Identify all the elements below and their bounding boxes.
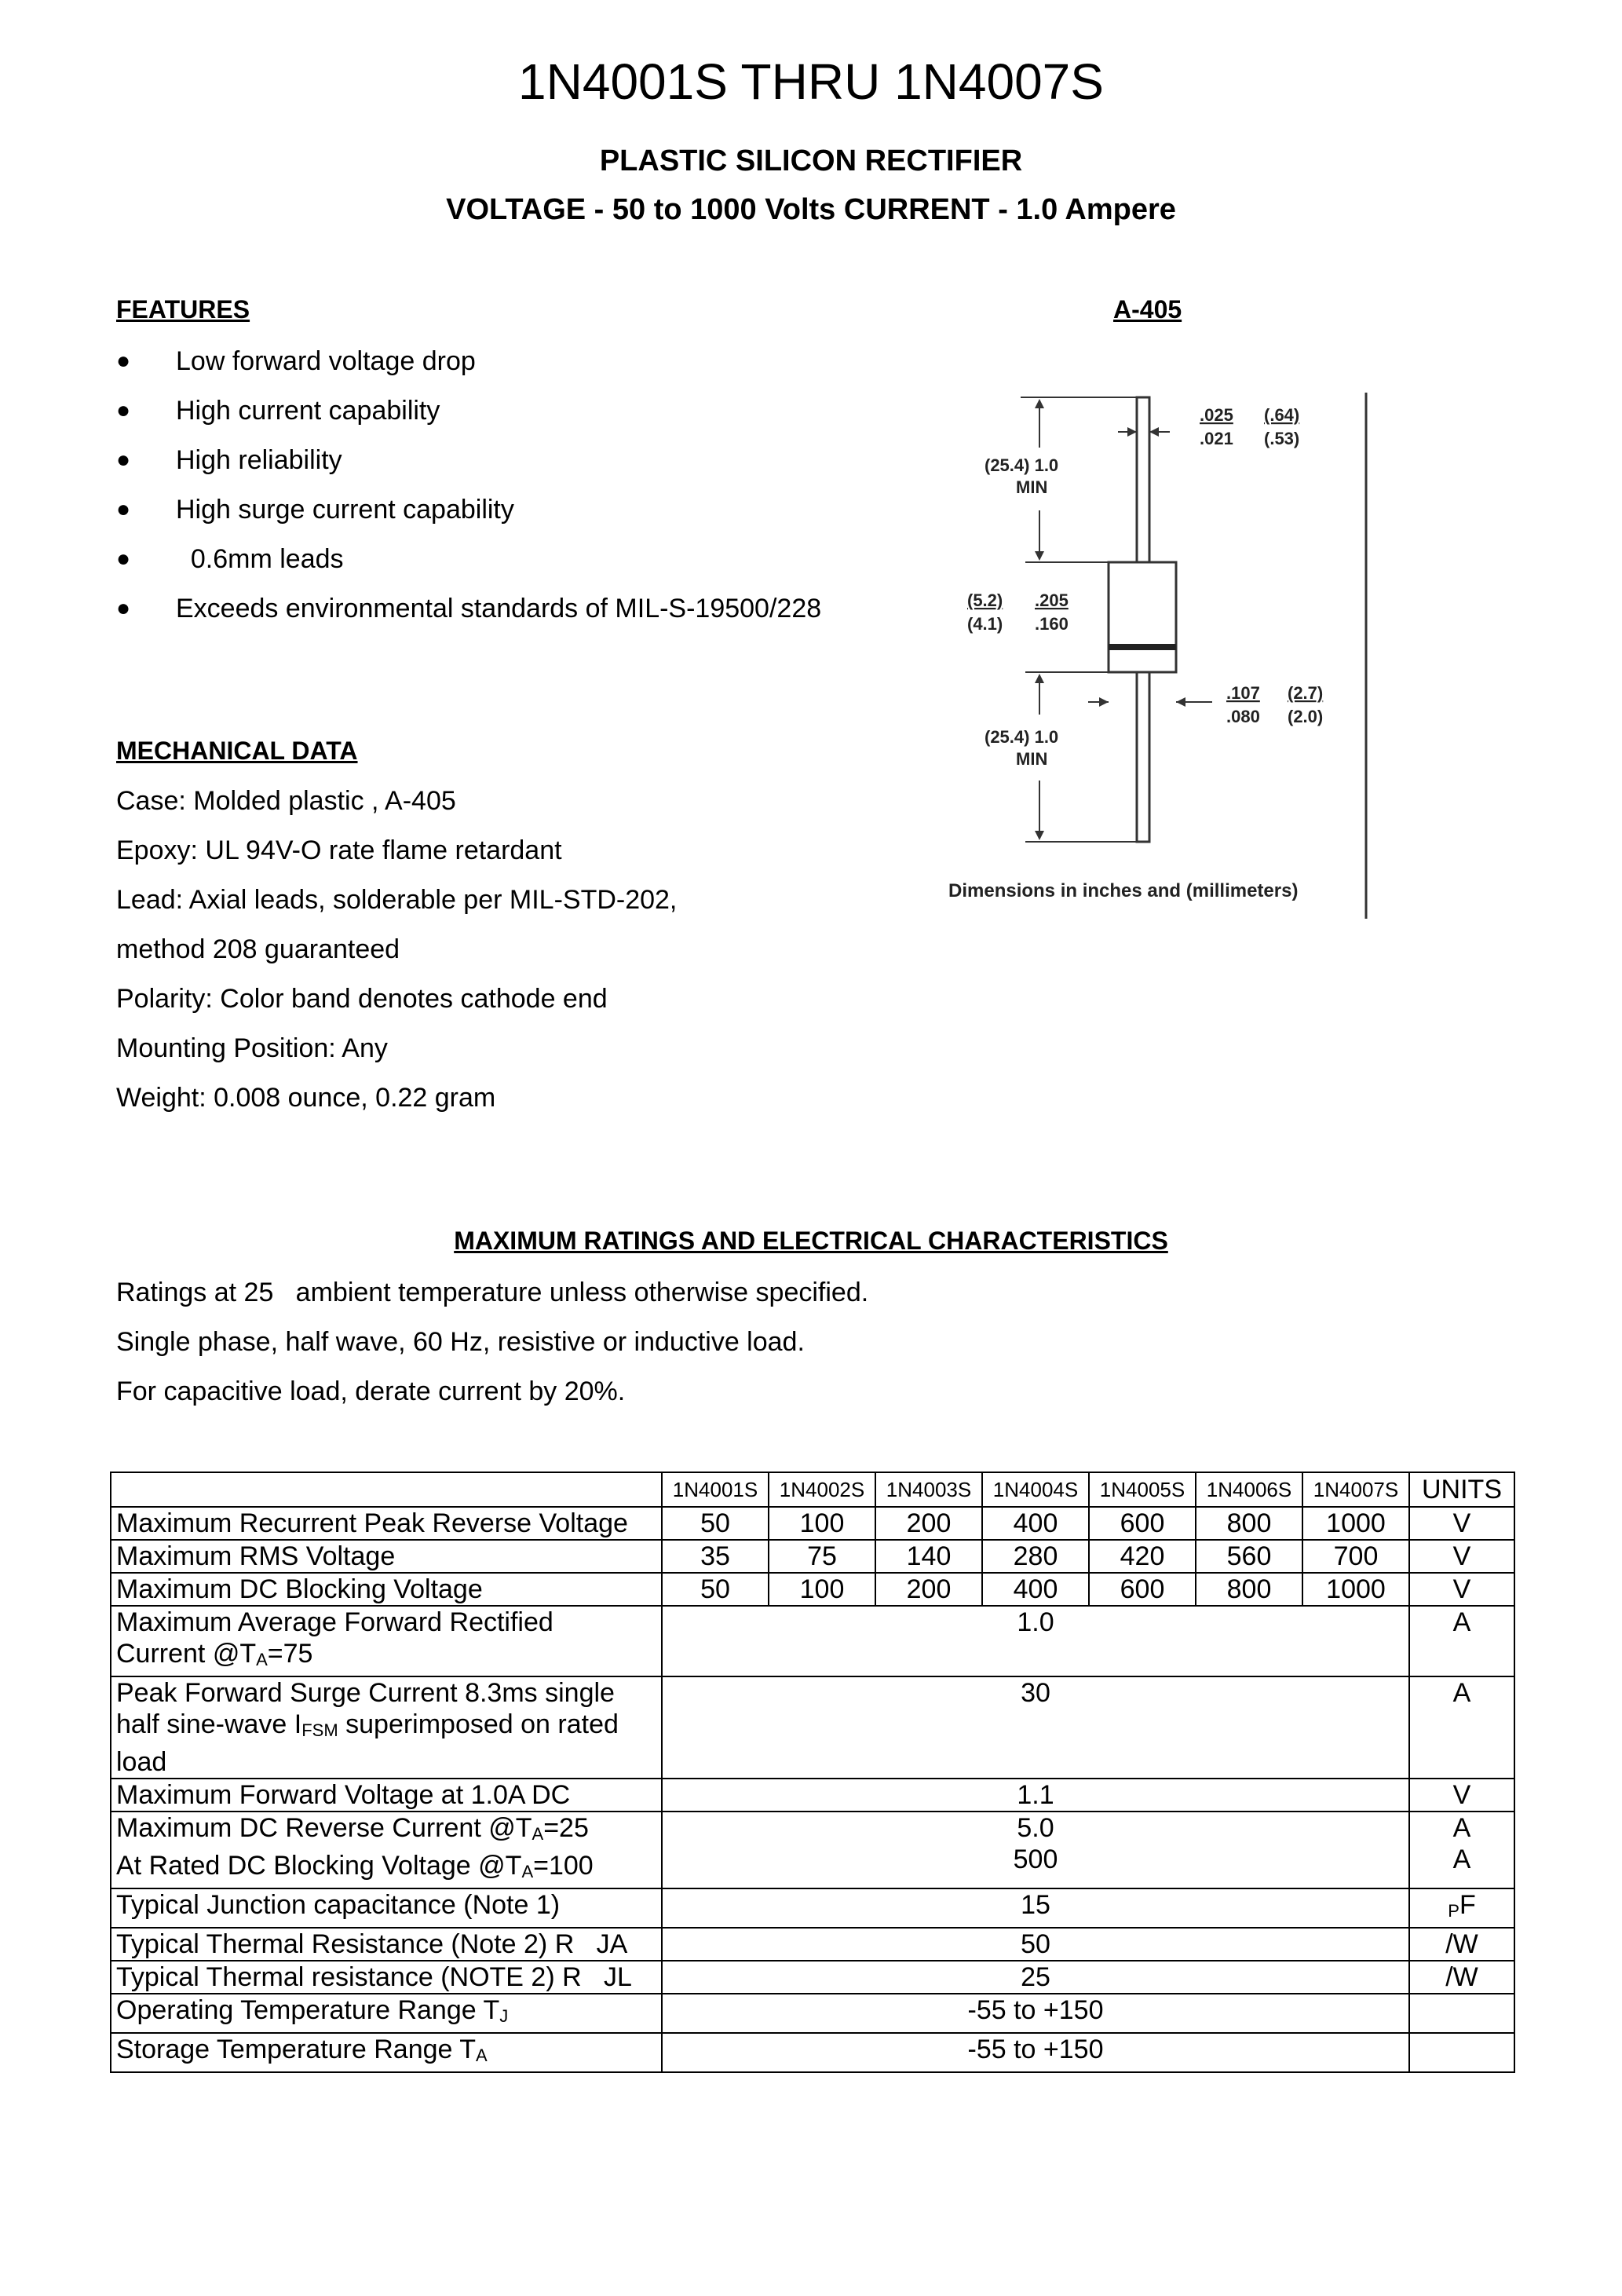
- table-cell: 100: [769, 1573, 875, 1606]
- table-cell: 280: [982, 1540, 1089, 1573]
- column-header: 1N4004S: [982, 1472, 1089, 1507]
- table-row: [111, 1812, 1514, 1888]
- param-label: Maximum RMS Voltage: [111, 1540, 662, 1573]
- param-label: Typical Thermal resistance (NOTE 2) R JL: [111, 1961, 662, 1994]
- ratings-notes: [116, 1277, 868, 1425]
- table-cell: [662, 1812, 1409, 1888]
- table-cell: 50: [662, 1928, 1409, 1961]
- list-item: Epoxy: UL 94V-O rate flame retardant: [116, 835, 562, 865]
- unit-cell: [1409, 1994, 1514, 2033]
- table-cell: 30: [662, 1676, 1409, 1779]
- table-cell: 800: [1196, 1507, 1302, 1540]
- dim-label: (25.4) 1.0: [985, 727, 1059, 747]
- arrow-left-icon: [1149, 427, 1159, 437]
- param-label: [111, 1994, 662, 2033]
- table-row: [111, 1928, 1514, 1961]
- dim-label: .107: [1226, 683, 1260, 703]
- dim-label: (2.0): [1288, 707, 1324, 726]
- unit-cell: /W: [1409, 1961, 1514, 1994]
- subscript: FSM: [301, 1720, 338, 1740]
- list-item: Ratings at 25 ambient temperature unless otherwise specified.: [116, 1278, 869, 1307]
- column-header: 1N4005S: [1089, 1472, 1196, 1507]
- table-cell: 25: [662, 1961, 1409, 1994]
- table-cell: 700: [1302, 1540, 1409, 1573]
- package-heading: A-405: [1113, 295, 1182, 324]
- features-list: [116, 345, 821, 642]
- list-item: [116, 543, 821, 593]
- table-cell: 400: [982, 1573, 1089, 1606]
- table-cell: 50: [662, 1573, 769, 1606]
- page-title: 1N4001S THRU 1N4007S: [518, 53, 1104, 110]
- dim-label: .025: [1200, 405, 1233, 425]
- table-row: [111, 1540, 1514, 1573]
- table-cell: -55 to +150: [662, 2033, 1409, 2072]
- param-label-line: =100: [533, 1851, 594, 1881]
- param-label: Maximum Recurrent Peak Reverse Voltage: [111, 1507, 662, 1540]
- arrow-left-icon: [1176, 697, 1185, 707]
- feature-text: High surge current capability: [176, 495, 514, 525]
- param-label-line: =75: [267, 1639, 313, 1669]
- table-cell: 1000: [1302, 1507, 1409, 1540]
- param-label-line: At Rated DC Blocking Voltage @T: [116, 1851, 522, 1881]
- table-header-row: [111, 1472, 1514, 1507]
- value-line: 5.0: [1017, 1813, 1054, 1843]
- dim-label: .205: [1035, 590, 1069, 610]
- param-label-line: superimposed on rated: [338, 1709, 619, 1739]
- dim-label: (25.4) 1.0: [985, 455, 1059, 475]
- table-row: [111, 1994, 1514, 2033]
- table-cell: 140: [875, 1540, 982, 1573]
- list-item: Mounting Position: Any: [116, 1033, 388, 1063]
- param-label-line: Operating Temperature Range T: [116, 1995, 500, 2025]
- unit-cell: [1409, 1812, 1514, 1888]
- list-item: Case: Molded plastic , A-405: [116, 786, 456, 816]
- feature-text: High reliability: [176, 445, 342, 475]
- param-label: Typical Junction capacitance (Note 1): [111, 1888, 662, 1928]
- list-item: [116, 444, 821, 494]
- dim-label: .160: [1035, 614, 1069, 634]
- table-cell: 1.0: [662, 1606, 1409, 1676]
- table-cell: 600: [1089, 1507, 1196, 1540]
- table-cell: 15: [662, 1888, 1409, 1928]
- column-header: 1N4002S: [769, 1472, 875, 1507]
- list-item: [116, 593, 821, 642]
- package-drawing: [934, 385, 1374, 927]
- feature-text: Low forward voltage drop: [176, 346, 476, 376]
- param-label-line: Storage Temperature Range T: [116, 2035, 477, 2064]
- table-cell: 1000: [1302, 1573, 1409, 1606]
- features-heading: FEATURES: [116, 295, 250, 324]
- table-cell: 400: [982, 1507, 1089, 1540]
- table-row: [111, 1573, 1514, 1606]
- unit-cell: [1409, 1888, 1514, 1928]
- unit-cell: /W: [1409, 1928, 1514, 1961]
- column-header: 1N4007S: [1302, 1472, 1409, 1507]
- param-label-line: =25: [543, 1813, 589, 1843]
- param-label-line: Peak Forward Surge Current 8.3ms single: [116, 1678, 615, 1708]
- unit-cell: A: [1409, 1676, 1514, 1779]
- bullet-icon: [116, 345, 176, 377]
- table-row: [111, 1961, 1514, 1994]
- param-label-line: Maximum Average Forward Rectified: [116, 1607, 553, 1637]
- table-row: [111, 1676, 1514, 1779]
- list-item: Polarity: Color band denotes cathode end: [116, 984, 608, 1014]
- mechanical-data-heading: MECHANICAL DATA: [116, 737, 358, 765]
- arrow-right-icon: [1127, 427, 1137, 437]
- table-cell: 100: [769, 1507, 875, 1540]
- unit-line: A: [1452, 1844, 1471, 1874]
- table-cell: 600: [1089, 1573, 1196, 1606]
- unit-cell: V: [1409, 1540, 1514, 1573]
- dim-label: .080: [1226, 707, 1260, 726]
- param-label: [111, 2033, 662, 2072]
- package-outline-diagram: [934, 385, 1374, 927]
- value-line: 500: [1013, 1844, 1058, 1874]
- dim-label: MIN: [1016, 749, 1048, 769]
- units-header: UNITS: [1409, 1472, 1514, 1507]
- feature-text: Exceeds environmental standards of MIL-S-19500/228: [176, 594, 822, 623]
- unit-line: A: [1452, 1813, 1471, 1843]
- unit-cell: V: [1409, 1507, 1514, 1540]
- subscript: A: [476, 2046, 488, 2065]
- arrow-right-icon: [1099, 697, 1109, 707]
- subscript: J: [499, 2006, 509, 2026]
- arrow-up-icon: [1035, 399, 1044, 408]
- feature-text: 0.6mm leads: [176, 544, 344, 574]
- param-label: Maximum Forward Voltage at 1.0A DC: [111, 1779, 662, 1812]
- arrow-up-icon: [1035, 674, 1044, 683]
- list-item: Lead: Axial leads, solderable per MIL-STD-202,: [116, 885, 678, 915]
- param-label: Typical Thermal Resistance (Note 2) R JA: [111, 1928, 662, 1961]
- param-label-line: half sine-wave I: [116, 1709, 302, 1739]
- subscript: P: [1448, 1901, 1459, 1921]
- max-ratings-heading: MAXIMUM RATINGS AND ELECTRICAL CHARACTERISTICS: [454, 1227, 1168, 1255]
- subscript: A: [532, 1824, 544, 1844]
- diode-body: [1109, 562, 1176, 672]
- table-cell: 35: [662, 1540, 769, 1573]
- param-label-line: load: [116, 1747, 167, 1777]
- table-row: [111, 1606, 1514, 1676]
- bullet-icon: [116, 494, 176, 525]
- unit-cell: A: [1409, 1606, 1514, 1676]
- table-cell: 420: [1089, 1540, 1196, 1573]
- ratings-table: [110, 1472, 1515, 2073]
- table-cell: 200: [875, 1507, 982, 1540]
- param-label: [111, 1676, 662, 1779]
- param-label: [111, 1812, 662, 1888]
- arrow-down-icon: [1035, 831, 1044, 840]
- list-item: [116, 494, 821, 543]
- table-row: [111, 1888, 1514, 1928]
- table-row: [111, 2033, 1514, 2072]
- arrow-down-icon: [1035, 551, 1044, 561]
- table-cell: 75: [769, 1540, 875, 1573]
- list-item: Weight: 0.008 ounce, 0.22 gram: [116, 1083, 496, 1113]
- bullet-icon: [116, 543, 176, 575]
- table-row: [111, 1507, 1514, 1540]
- table-row: [111, 1779, 1514, 1812]
- column-header: 1N4003S: [875, 1472, 982, 1507]
- unit-cell: V: [1409, 1573, 1514, 1606]
- product-subtitle: PLASTIC SILICON RECTIFIER: [599, 144, 1023, 177]
- dim-label: (2.7): [1288, 683, 1324, 703]
- table-cell: 200: [875, 1573, 982, 1606]
- list-item: [116, 345, 821, 395]
- top-lead: [1137, 397, 1149, 562]
- dim-label: MIN: [1016, 477, 1048, 497]
- list-item: method 208 guaranteed: [116, 934, 400, 964]
- dim-label: (5.2): [967, 590, 1003, 610]
- table-cell: 50: [662, 1507, 769, 1540]
- dim-label: (4.1): [967, 614, 1003, 634]
- unit-cell: V: [1409, 1779, 1514, 1812]
- list-item: [116, 395, 821, 444]
- list-item: Single phase, half wave, 60 Hz, resistive or inductive load.: [116, 1327, 805, 1357]
- subscript: A: [521, 1862, 534, 1881]
- unit-cell: [1409, 2033, 1514, 2072]
- bullet-icon: [116, 395, 176, 426]
- column-header: 1N4006S: [1196, 1472, 1302, 1507]
- table-cell: 1.1: [662, 1779, 1409, 1812]
- table-cell: 560: [1196, 1540, 1302, 1573]
- mechanical-data-list: [116, 785, 677, 1132]
- dim-label: (.64): [1264, 405, 1300, 425]
- table-cell: -55 to +150: [662, 1994, 1409, 2033]
- param-label-line: Current @T: [116, 1639, 257, 1669]
- table-cell: 800: [1196, 1573, 1302, 1606]
- subscript: A: [256, 1650, 268, 1669]
- list-item: For capacitive load, derate current by 20%.: [116, 1377, 626, 1406]
- param-label: [111, 1606, 662, 1676]
- param-label: Maximum DC Blocking Voltage: [111, 1573, 662, 1606]
- bottom-lead: [1137, 672, 1149, 842]
- dim-label: (.53): [1264, 429, 1300, 448]
- column-header: 1N4001S: [662, 1472, 769, 1507]
- cathode-band: [1109, 644, 1176, 650]
- diagram-caption: Dimensions in inches and (millimeters): [948, 880, 1299, 901]
- table-corner-cell: [111, 1472, 662, 1507]
- bullet-icon: [116, 593, 176, 624]
- voltage-current-line: VOLTAGE - 50 to 1000 Volts CURRENT - 1.0 Ampere: [446, 193, 1176, 226]
- unit-line: F: [1459, 1890, 1476, 1920]
- feature-text: High current capability: [176, 396, 440, 426]
- dim-label: .021: [1200, 429, 1233, 448]
- bullet-icon: [116, 444, 176, 476]
- param-label-line: Maximum DC Reverse Current @T: [116, 1813, 532, 1843]
